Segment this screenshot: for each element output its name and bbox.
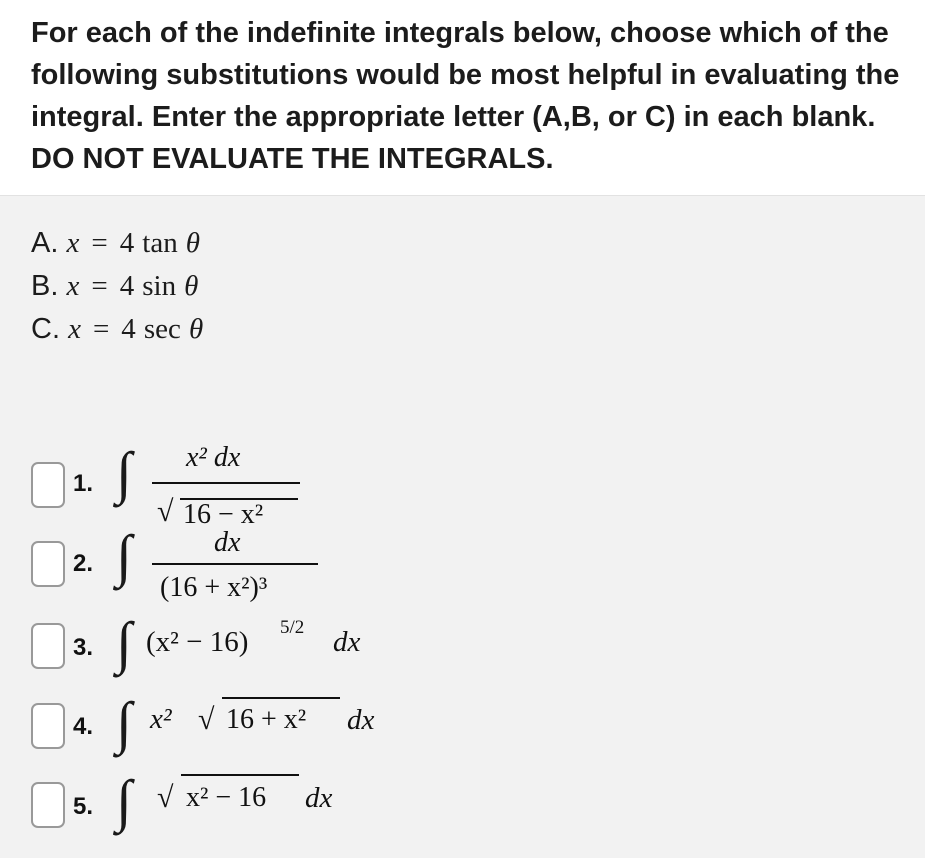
- problem-5-dx: dx: [305, 782, 333, 814]
- option-b-func: sin: [142, 270, 177, 302]
- equals-sign: =: [91, 227, 108, 259]
- problem-1-denominator: 16 − x²: [183, 499, 264, 530]
- problem-4-radicand: 16 + x²: [226, 704, 307, 735]
- option-a-coef: 4: [119, 227, 135, 259]
- equals-sign: =: [91, 270, 108, 302]
- problem-3-dx: dx: [333, 626, 361, 658]
- problem-5-number: 5.: [73, 793, 94, 820]
- option-c: [31, 308, 203, 350]
- integral-sign: ∫: [116, 690, 132, 755]
- problem-2-checkbox[interactable]: [31, 541, 65, 587]
- problem-4-prefix: x²: [150, 703, 172, 735]
- problem-4-number: 4.: [73, 713, 94, 740]
- option-a-var: x: [66, 227, 80, 259]
- problem-5-checkbox[interactable]: [31, 782, 65, 828]
- option-c-var: x: [68, 313, 81, 345]
- instructions-panel: [0, 0, 925, 196]
- problem-2-number: 2.: [73, 550, 94, 577]
- option-a: [31, 222, 200, 264]
- integral-sign: ∫: [116, 768, 132, 833]
- sqrt-sign: √: [157, 781, 174, 814]
- fraction-bar: [152, 563, 318, 565]
- sqrt-sign: √: [198, 703, 215, 736]
- option-b-var: x: [66, 270, 80, 302]
- problem-4-dx: dx: [347, 704, 375, 736]
- problem-1-numerator: x² dx: [186, 442, 241, 473]
- option-c-arg: θ: [188, 313, 204, 345]
- integral-sign: ∫: [116, 523, 132, 588]
- option-b: [31, 265, 198, 307]
- problem-2-numerator: dx: [214, 527, 241, 558]
- fraction-bar: [152, 482, 300, 484]
- radical-bar: [222, 697, 340, 699]
- problem-1-checkbox[interactable]: [31, 462, 65, 508]
- instruction-line-4: DO NOT EVALUATE THE INTEGRALS.: [31, 143, 554, 175]
- option-c-coef: 4: [121, 313, 136, 345]
- sqrt-sign: √: [157, 495, 174, 528]
- equals-sign: =: [92, 313, 110, 345]
- problem-5-radicand: x² − 16: [186, 782, 267, 813]
- problem-2-denominator: (16 + x²)³: [160, 572, 268, 603]
- radical-bar: [181, 774, 299, 776]
- option-c-label: C.: [31, 313, 60, 345]
- problem-1-number: 1.: [73, 470, 94, 497]
- option-a-arg: θ: [185, 227, 201, 259]
- problem-3-checkbox[interactable]: [31, 623, 65, 669]
- problem-3-number: 3.: [73, 634, 94, 661]
- option-b-coef: 4: [119, 270, 135, 302]
- instruction-line-2: following substitutions would be most helpful in evaluating the: [31, 59, 900, 91]
- option-b-arg: θ: [184, 270, 199, 302]
- integral-sign: ∫: [116, 610, 132, 675]
- option-c-func: sec: [143, 313, 181, 345]
- option-b-label: B.: [31, 270, 59, 302]
- problem-3-body: (x² − 16): [146, 626, 249, 658]
- instruction-line-3: integral. Enter the appropriate letter (A,B, or C) in each blank.: [31, 101, 876, 133]
- option-a-label: A.: [31, 227, 59, 259]
- problem-3-exponent: 5/2: [280, 617, 305, 638]
- integral-sign: ∫: [116, 440, 132, 505]
- problem-4-checkbox[interactable]: [31, 703, 65, 749]
- option-a-func: tan: [142, 227, 178, 259]
- instruction-line-1: For each of the indefinite integrals below, choose which of the: [31, 17, 889, 49]
